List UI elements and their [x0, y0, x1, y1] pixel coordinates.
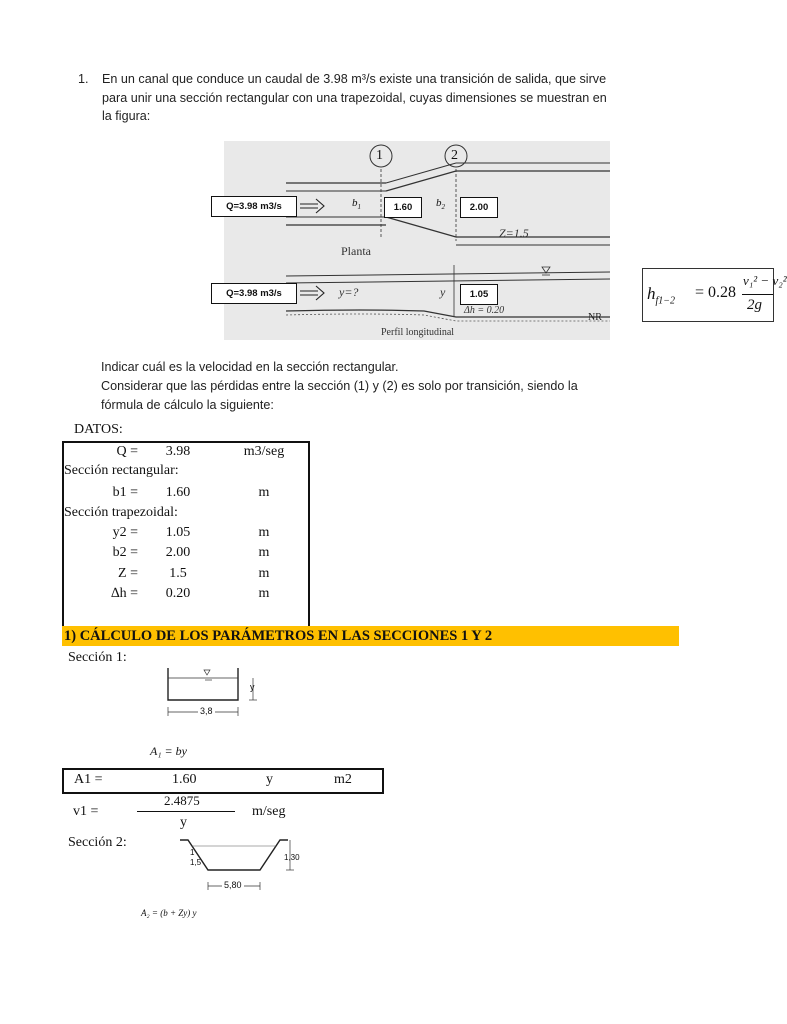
b1-symbol: $b_1$	[352, 197, 361, 212]
b1-value-box: 1.60	[384, 197, 422, 218]
sec2-dim-b: 5,80	[224, 880, 242, 890]
planta-label: Planta	[341, 244, 371, 258]
a1-value: 1.60	[172, 772, 197, 787]
instruction-line-2: Considerar que las pérdidas entre la sección (1) y (2) es solo por transición, siendo la fórmula de cálculo la siguiente:	[101, 379, 578, 412]
formula-denominator: 2g	[747, 297, 762, 313]
slope-label: Z=1.5	[499, 226, 529, 240]
sec1-dim-y: y	[250, 682, 255, 692]
y1-label: y=?	[339, 285, 359, 299]
a1-var: y	[266, 772, 273, 787]
formula-numerator: v₁² − v₂²	[743, 273, 787, 288]
formula-fraction-bar	[742, 294, 773, 295]
v1-unit: m/seg	[252, 804, 286, 819]
y2-symbol: y	[440, 285, 446, 299]
v1-numerator: 2.4875	[164, 793, 200, 808]
datos-row-b2: b2 = 2.00 m	[112, 545, 270, 560]
rectangular-section-drawing	[160, 666, 270, 718]
datos-trap-heading: Sección trapezoidal:	[64, 505, 178, 520]
sec2-slope-v: 1	[190, 848, 195, 857]
datos-rect-heading: Sección rectangular:	[64, 463, 179, 478]
transition-figure	[224, 141, 610, 340]
datos-row-y2: y2 = 1.05 m	[112, 525, 270, 540]
section-heading: 1) CÁLCULO DE LOS PARÁMETROS EN LAS SECCIONES 1 Y 2	[62, 626, 679, 646]
sec2-area-formula: A₂ = (b + Zy) y	[141, 908, 197, 918]
figure-drawing	[224, 141, 610, 340]
instructions	[101, 358, 621, 415]
v1-fraction-bar	[137, 811, 235, 812]
formula-coefficient: = 0.28	[695, 284, 737, 301]
sec2-diagram	[176, 836, 306, 894]
v1-label: v1 =	[73, 804, 99, 819]
a1-label: A1 =	[74, 772, 103, 787]
datos-row-q: Q = 3.98 m3/seg	[116, 444, 285, 459]
nr-label: NR	[588, 312, 602, 323]
sec1-area-formula: A₁ = by	[150, 744, 187, 758]
instruction-line-1: Indicar cuál es la velocidad en la sección rectangular.	[101, 360, 399, 374]
sec1-label: Sección 1:	[68, 650, 127, 665]
sec2-slope-h: 1,5	[190, 858, 202, 867]
datos-row-b1: b1 = 1.60 m	[112, 485, 270, 500]
datos-row-z: Z = 1.5 m	[118, 566, 270, 581]
dh-label: Δh = 0.20	[464, 305, 505, 316]
flow-label-profile: Q=3.98 m3/s	[211, 283, 297, 304]
sec2-dim-h: 1,30	[284, 853, 300, 862]
v1-denominator: y	[180, 815, 187, 830]
b2-value-box: 2.00	[460, 197, 498, 218]
section1-mark: 1	[376, 148, 383, 163]
a1-unit: m2	[334, 772, 352, 787]
b2-symbol: $b_2$	[436, 197, 445, 212]
sec2-label: Sección 2:	[68, 835, 127, 850]
y2-value-box: 1.05	[460, 284, 498, 305]
datos-title: DATOS:	[74, 422, 123, 437]
section2-mark: 2	[451, 148, 458, 163]
flow-label-plan: Q=3.98 m3/s	[211, 196, 297, 217]
sec1-dim-b: 3,8	[200, 706, 213, 716]
datos-table	[62, 441, 310, 629]
head-loss-formula	[642, 268, 787, 322]
datos-row-dh: ∆h = 0.20 m	[111, 586, 270, 601]
problem-number: 1.	[78, 72, 89, 86]
perfil-label: Perfil longitudinal	[381, 327, 455, 338]
sec1-diagram	[160, 666, 270, 718]
formula-lhs: $h_{f1-2}$	[647, 284, 676, 307]
problem-text: En un canal que conduce un caudal de 3.98 m³/s existe una transición de salida, que sirve para unir una sección rectangular con una trapezoidal, cuyas dimensiones se muestran en la figura:	[102, 72, 607, 123]
a1-row	[62, 768, 384, 794]
